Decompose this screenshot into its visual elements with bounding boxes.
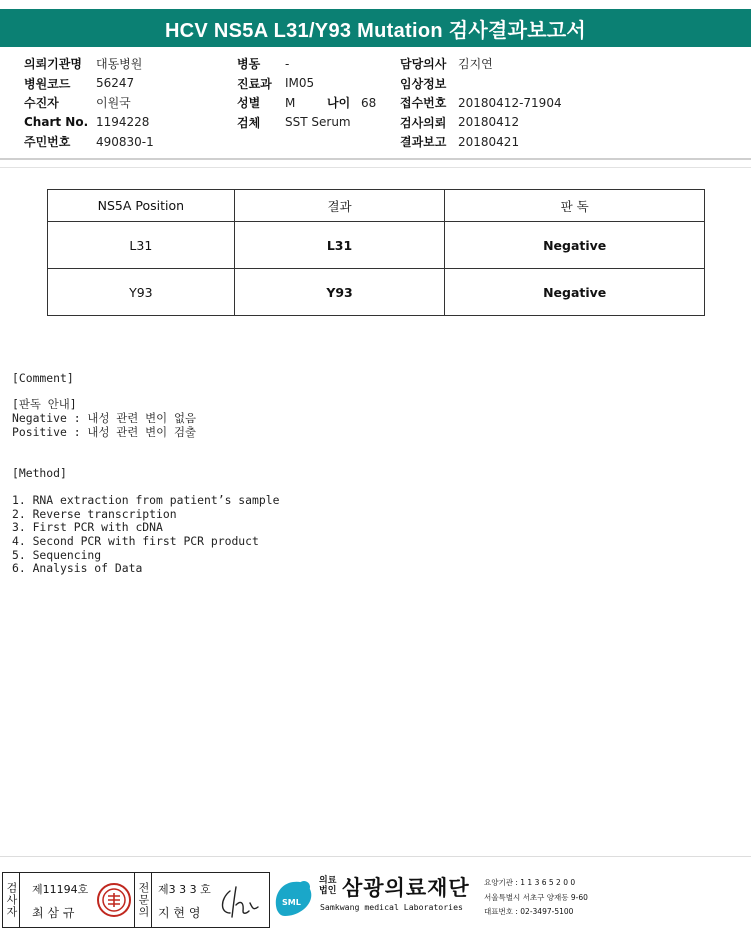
lab-phone: 대표번호 : 02-3497-5100 — [484, 907, 574, 916]
sml-logo-icon — [271, 874, 317, 920]
result-table — [47, 189, 705, 316]
patient-info-col1 — [24, 54, 154, 152]
lab-name-korean: 삼광의료재단 — [342, 876, 470, 900]
tester-license-no: 제11194호 — [32, 883, 89, 896]
cell-result: Y93 — [234, 269, 445, 316]
method-step: 4. Second PCR with first PCR product — [12, 534, 259, 548]
method-step: 1. RNA extraction from patient’s sample — [12, 493, 280, 507]
info-row-doctor: 담당의사 김지연 — [400, 57, 493, 72]
lab-code: 요양기관 : 1 1 3 6 5 2 0 0 — [484, 878, 576, 887]
svg-text:SML: SML — [282, 898, 301, 907]
corp-tag: 의료 법인 — [319, 876, 337, 896]
handwritten-signature — [216, 885, 260, 919]
info-row-resident-no: 주민번호 490830-1 — [24, 134, 154, 150]
method-step: 6. Analysis of Data — [12, 561, 143, 575]
specialist-cell — [152, 873, 269, 927]
info-row-patient: 수진자 이원국 — [24, 96, 131, 111]
lab-address: 서울특별시 서초구 양재동 9-60 — [484, 893, 588, 902]
header-interpretation: 판 독 — [445, 190, 705, 222]
info-row-chart-no: Chart No. 1194228 — [24, 115, 150, 130]
header-divider-thin — [0, 167, 751, 168]
guide-line-negative: Negative : 내성 관련 변이 없음 — [12, 411, 197, 425]
guide-heading: [판독 안내] — [12, 397, 77, 411]
lab-name-english: Samkwang medical Laboratories — [320, 902, 463, 912]
table-row — [48, 269, 705, 316]
header-position: NS5A Position — [48, 190, 235, 222]
method-step: 5. Sequencing — [12, 548, 102, 562]
info-row-institution: 의뢰기관명 대동병원 — [24, 57, 143, 72]
cell-result: L31 — [234, 222, 445, 269]
info-row-request-date: 검사의뢰 20180412 — [400, 115, 520, 130]
specialist-license-no: 제3 3 3 호 — [158, 883, 211, 896]
table-row — [48, 222, 705, 269]
patient-info-col2 — [237, 54, 376, 132]
age-value: 68 — [361, 95, 377, 110]
table-header-row — [48, 190, 705, 222]
red-seal-icon — [96, 882, 132, 918]
specialist-name: 지 현 영 — [158, 906, 201, 920]
signature-box — [2, 872, 270, 928]
cell-interpretation: Negative — [445, 222, 705, 269]
header-result: 결과 — [234, 190, 445, 222]
method-heading: [Method] — [12, 466, 67, 480]
info-row-ward: 병동 - — [237, 56, 290, 72]
info-row-specimen: 검체 SST Serum — [237, 115, 351, 130]
tester-cell — [20, 873, 135, 927]
info-row-report-date: 결과보고 20180421 — [400, 134, 520, 150]
tester-name: 최 삼 규 — [32, 906, 75, 920]
tester-label: 검사자 — [3, 873, 20, 927]
specialist-label: 전문의 — [135, 873, 152, 927]
method-step: 2. Reverse transcription — [12, 507, 177, 521]
guide-line-positive: Positive : 내성 관련 변이 검출 — [12, 425, 197, 439]
patient-info-col3 — [400, 54, 562, 152]
cell-interpretation: Negative — [445, 269, 705, 316]
report-title: HCV NS5A L31/Y93 Mutation 검사결과보고서 — [0, 9, 751, 47]
info-row-hospital-code: 병원코드 56247 — [24, 76, 135, 91]
info-row-clinical-info: 임상정보 — [400, 76, 447, 91]
footer-divider — [0, 856, 751, 857]
comment-heading: [Comment] — [12, 371, 74, 385]
info-row-department: 진료과 IM05 — [237, 76, 315, 91]
method-step: 3. First PCR with cDNA — [12, 520, 163, 534]
info-row-sex-age: 성별 M 나이 68 — [237, 95, 377, 111]
cell-position: Y93 — [48, 269, 235, 316]
cell-position: L31 — [48, 222, 235, 269]
info-row-receipt-no: 접수번호 20180412-71904 — [400, 95, 562, 111]
header-divider — [0, 158, 751, 160]
age-label: 나이 — [327, 96, 351, 111]
